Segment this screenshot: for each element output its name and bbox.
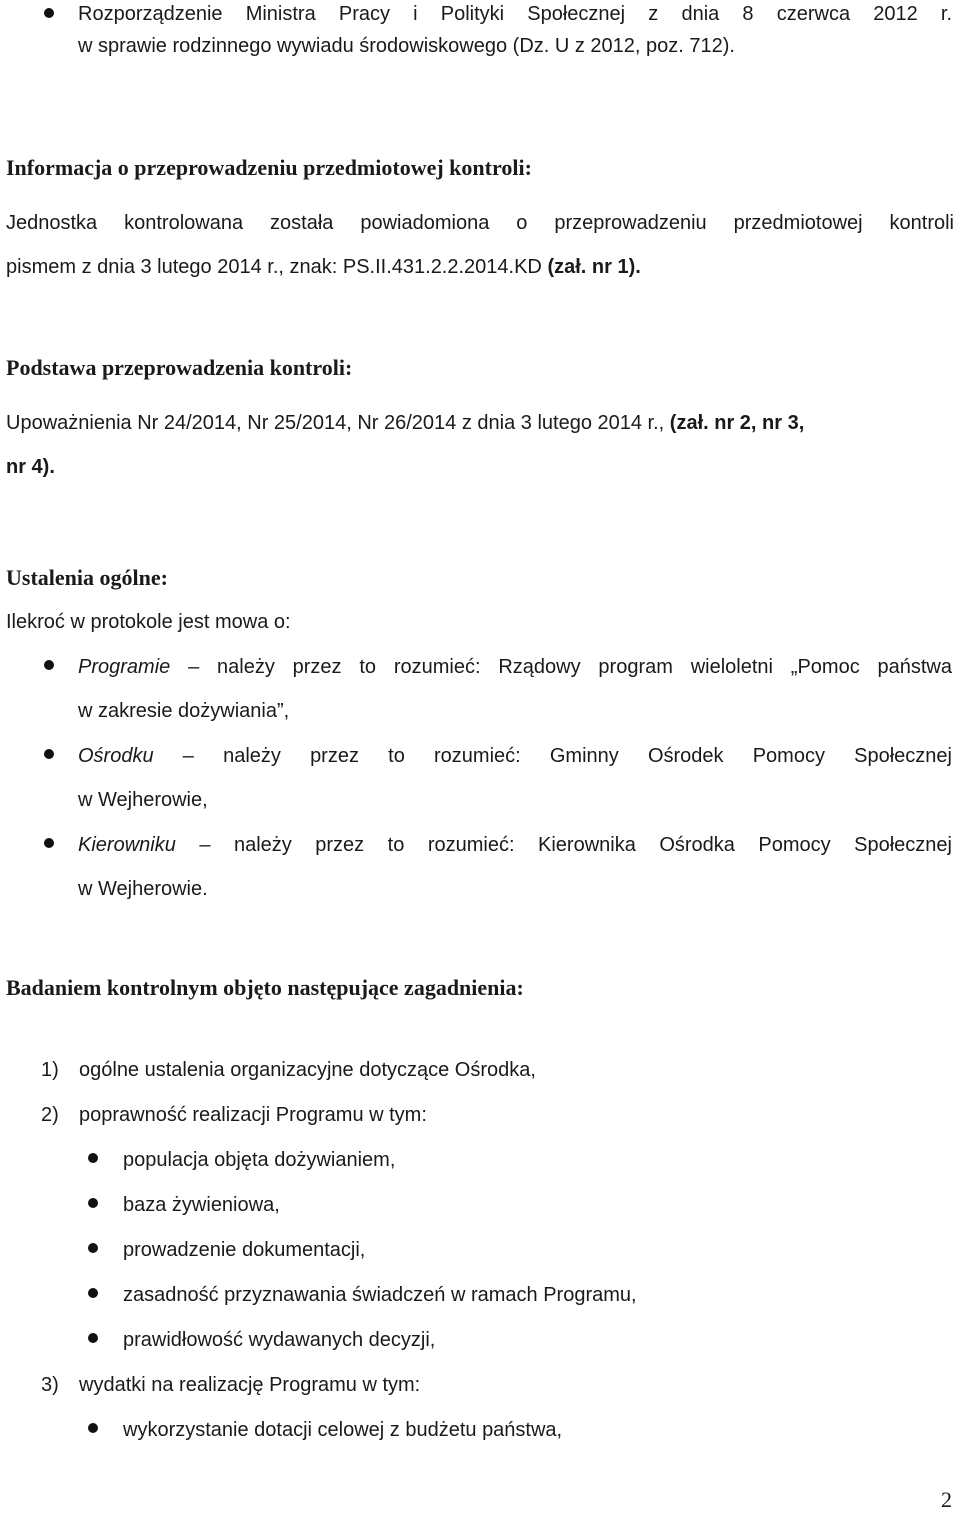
bullet-icon [88,1333,98,1343]
scope-item-1-number: 1) [41,1059,59,1081]
regulation-line-1: Rozporządzenie Ministra Pracy i Polityki Społecznej z dnia 8 czerwca 2012 r. [78,3,952,25]
page-number: 2 [941,1487,952,1512]
definition-3-line-1 [78,832,952,858]
definition-3-line-2: w Wejherowie. [78,878,208,900]
scope-item-1: ogólne ustalenia organizacyjne dotyczące Ośrodka, [79,1059,536,1081]
bullet-icon [44,8,54,18]
bullet-icon [44,660,54,670]
scope-sub-item: populacja objęta dożywianiem, [123,1149,396,1171]
scope-sub-item: wykorzystanie dotacji celowej z budżetu państwa, [123,1419,563,1441]
bullet-icon [88,1288,98,1298]
definition-1-line-1 [78,654,952,680]
info-line-2 [6,254,954,280]
definition-2-line-1 [78,743,952,769]
scope-item-2: poprawność realizacji Programu w tym: [79,1104,427,1126]
general-heading: Ustalenia ogólne: [6,565,168,590]
attachment-ref-1: (zał. nr 1). [547,256,641,278]
definition-3-text: – należy przez to rozumieć: Kierownika Ośrodka Pomocy Społecznej [175,834,952,856]
bullet-icon [44,749,54,759]
definition-2-text: – należy przez to rozumieć: Gminny Ośrodek Pomocy Społecznej [153,745,952,767]
scope-item-2-number: 2) [41,1104,59,1126]
basis-line-1-text: Upoważnienia Nr 24/2014, Nr 25/2014, Nr 26/2014 z dnia 3 lutego 2014 r., [6,412,670,434]
definition-3-term: Kierowniku [78,834,176,856]
scope-sub-item: zasadność przyznawania świadczeń w ramach Programu, [123,1284,637,1306]
bullet-icon [44,838,54,848]
basis-heading: Podstawa przeprowadzenia kontroli: [6,355,353,380]
bullet-icon [88,1243,98,1253]
bullet-icon [88,1153,98,1163]
definition-2-line-2: w Wejherowie, [78,789,208,811]
general-intro: Ilekroć w protokole jest mowa o: [6,611,291,633]
definition-1-line-2: w zakresie dożywiania”, [78,700,290,722]
basis-line-2: nr 4). [6,456,55,478]
scope-item-3: wydatki na realizację Programu w tym: [79,1374,421,1396]
definition-1-term: Programie [78,656,171,678]
info-line-1: Jednostka kontrolowana została powiadomiona o przeprowadzeniu przedmiotowej kontroli [6,212,954,234]
definition-1-text: – należy przez to rozumieć: Rządowy program wieloletni „Pomoc państwa [170,656,952,678]
info-line-2-text: pismem z dnia 3 lutego 2014 r., znak: PS.II.431.2.2.2014.KD [6,256,548,278]
bullet-icon [88,1198,98,1208]
definition-2-term: Ośrodku [78,745,154,767]
regulation-line-2: w sprawie rodzinnego wywiadu środowiskowego (Dz. U z 2012, poz. 712). [78,35,735,57]
scope-sub-item: prawidłowość wydawanych decyzji, [123,1329,436,1351]
scope-sub-item: prowadzenie dokumentacji, [123,1239,366,1261]
bullet-icon [88,1423,98,1433]
scope-heading: Badaniem kontrolnym objęto następujące zagadnienia: [6,975,524,1000]
scope-sub-item: baza żywieniowa, [123,1194,280,1216]
attachment-ref-2: (zał. nr 2, nr 3, [669,412,805,434]
info-heading: Informacja o przeprowadzeniu przedmiotowej kontroli: [6,155,532,180]
scope-item-3-number: 3) [41,1374,59,1396]
basis-line-1 [6,410,956,436]
